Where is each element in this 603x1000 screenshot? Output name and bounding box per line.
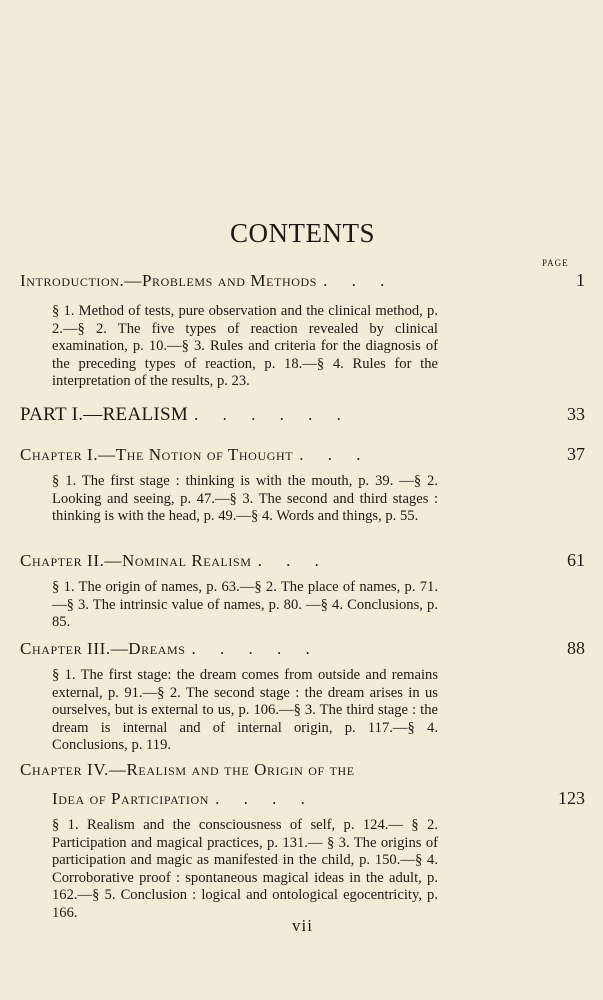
entry-summary: § 1. The first stage : thinking is with the mouth, p. 39. —§ 2. Looking and seeing, p. 47.—§ 3. The second and third stages : thinking is with the head, p. 49.—§ 4. Words and things, p. 55. (52, 473, 438, 525)
toc-entry-introduction[interactable] (20, 270, 585, 391)
entry-page-number: 123 (558, 788, 585, 808)
folio-page-number: vii (292, 916, 313, 935)
toc-entry-chapter-three[interactable] (20, 638, 585, 755)
dot-leader: . . . . . (191, 639, 320, 658)
dot-leader: . . . . (215, 789, 315, 808)
entry-title: Introduction.—Problems and Methods (20, 271, 318, 290)
toc-entry-part-one[interactable] (20, 404, 585, 426)
entry-page-number: 37 (567, 444, 585, 464)
entry-page-number: 61 (567, 550, 585, 570)
show-through-background (0, 0, 603, 220)
dot-leader: . . . (257, 551, 329, 570)
entry-summary: § 1. The origin of names, p. 63.—§ 2. The place of names, p. 71.—§ 3. The intrinsic value of names, p. 80. —§ 4. Conclusions, p. 85. (52, 579, 438, 631)
entry-summary: § 1. The first stage: the dream comes from outside and remains external, p. 91.—§ 2. The second stage : the dream arises in us ourselves, but is external to us, p. 106.—§ 3. The third stage : the dream is internal and of internal origin, p. 117.—§ 4. Conclusions, p. 119. (52, 667, 438, 754)
entry-summary: § 1. Realism and the consciousness of self, p. 124.— § 2. Participation and magical practices, p. 131.— § 3. The origins of participation and magic as manifested in the child, p. 150.—§ 4. Corroborative proof : spontaneous magical ideas in the adult, p. 162.—§ 5. Conclusion : logical and ontological egocentricity, p. 166. (52, 817, 438, 921)
toc-entry-chapter-two[interactable] (20, 550, 585, 632)
dot-leader: . . . (323, 271, 395, 290)
page-column-label: PAGE (542, 258, 569, 268)
toc-entry-chapter-four[interactable] (20, 760, 585, 923)
entry-page-number: 1 (576, 270, 585, 290)
entry-page-number: 88 (567, 638, 585, 658)
entry-title: PART I.—REALISM (20, 404, 189, 425)
entry-page-number: 33 (567, 404, 585, 424)
entry-title: Chapter II.—Nominal Realism (20, 551, 252, 570)
entry-title-line-one: Chapter IV.—Realism and the Origin of the (20, 760, 355, 779)
entry-title: Chapter I.—The Notion of Thought (20, 445, 294, 464)
dot-leader: . . . . . . (194, 405, 351, 424)
entry-title: Chapter III.—Dreams (20, 639, 186, 658)
dot-leader: . . . (299, 445, 371, 464)
entry-summary: § 1. Method of tests, pure observation and the clinical method, p. 2.—§ 2. The five types of reaction revealed by clinical examination, p. 10.—§ 3. Rules and criteria for the diagnosis of the preceding types of reaction, p. 18.—§ 4. Rules for the interpretation of the results, p. 23. (52, 303, 438, 390)
entry-title-line-two: Idea of Participation (52, 789, 210, 808)
toc-entry-chapter-one[interactable] (20, 444, 585, 526)
page-title: CONTENTS (230, 218, 375, 248)
